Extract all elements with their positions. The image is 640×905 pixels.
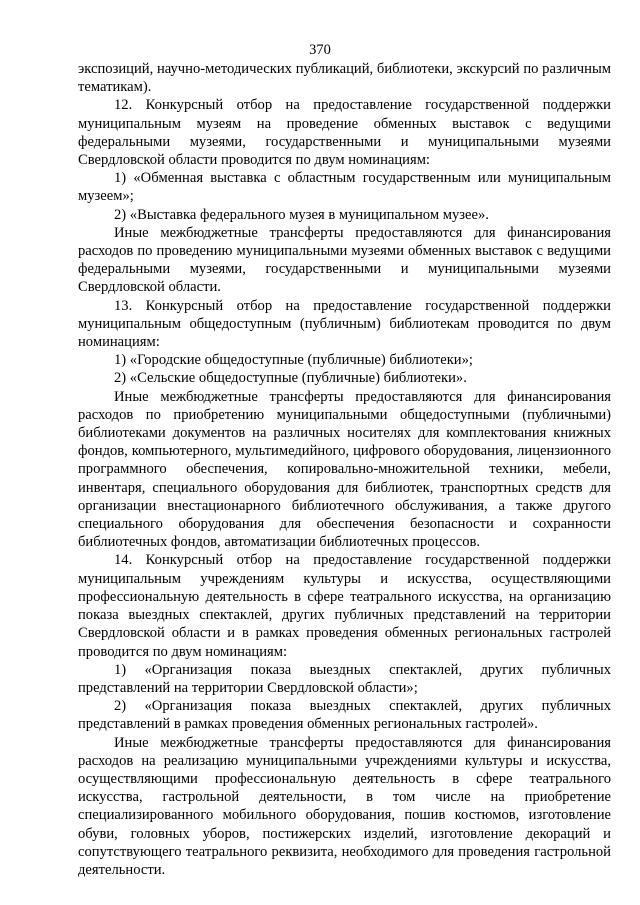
paragraph-item-12: 12. Конкурсный отбор на предоставление государственной поддержки муниципальным музеям на проведение обменных выставок с ведущими федеральными музеями, государственными и муниципальными музеями Свердловской области проводится по двум номинациям: xyxy=(78,97,611,169)
paragraph-transfers-libraries: Иные межбюджетные трансферты предоставляются для финансирования расходов по приобретению муниципальными общедоступными (публичными) библиотеками документов на различных носителях для комплектования книжных фондов, компьютерного, мультимедийного, цифрового оборудования, лицензионного программного обеспечения, копировально-множительной техники, мебели, инвентаря, специального оборудования для библиотек, транспортных средств для организации внестационарного библиотечного обслуживания, а также другого специального оборудования для обеспечения безопасности и сохранности библиотечных фондов, автоматизации библиотечных процессов. xyxy=(78,388,611,551)
document-body xyxy=(78,60,611,879)
paragraph-nomination-13-1: 1) «Городские общедоступные (публичные) библиотеки»; xyxy=(114,352,473,369)
paragraph-transfers-museums: Иные межбюджетные трансферты предоставляются для финансирования расходов по проведению муниципальными музеями обменных выставок с ведущими федеральными музеями, государственными и муниципальными музеями Свердловской области. xyxy=(78,224,611,296)
paragraph-nomination-14-1: 1) «Организация показа выездных спектаклей, других публичных представлений на территории Свердловской области»; xyxy=(78,661,611,696)
paragraph-nomination-12-2: 2) «Выставка федерального музея в муниципальном музее». xyxy=(114,206,489,223)
paragraph-exhibitions-continued: экспозиций, научно-методических публикаций, библиотеки, экскурсий по различным тематикам). xyxy=(78,61,611,96)
paragraph-transfers-theatres: Иные межбюджетные трансферты предоставляются для финансирования расходов на реализацию муниципальными учреждениями культуры и искусства, осуществляющими профессиональную деятельность в сфере театрального искусства, гастрольной деятельности, в том числе на приобретение специализированного мобильного оборудования, пошив костюмов, изготовление обуви, головных уборов, постижерских изделий, изготовление декораций и сопутствующего театрального реквизита, необходимого для проведения гастрольной деятельности. xyxy=(78,734,611,878)
paragraph-nomination-12-1: 1) «Обменная выставка с областным государственным или муниципальным музеем»; xyxy=(78,170,611,205)
page-number: 370 xyxy=(309,42,331,58)
paragraph-item-13: 13. Конкурсный отбор на предоставление государственной поддержки муниципальным общедоступным (публичным) библиотекам проводится по двум номинациям: xyxy=(78,297,611,351)
paragraph-item-14: 14. Конкурсный отбор на предоставление государственной поддержки муниципальным учреждениям культуры и искусства, осуществляющими профессиональную деятельность в сфере театрального искусства, на организацию показа выездных спектаклей, других публичных представлений на территории Свердловской области и в рамках проведения обменных региональных гастролей проводится по двум номинациям: xyxy=(78,552,611,660)
paragraph-nomination-13-2: 2) «Сельские общедоступные (публичные) библиотеки». xyxy=(114,370,467,387)
paragraph-nomination-14-2: 2) «Организация показа выездных спектаклей, других публичных представлений в рамках проведения обменных региональных гастролей». xyxy=(78,698,611,733)
